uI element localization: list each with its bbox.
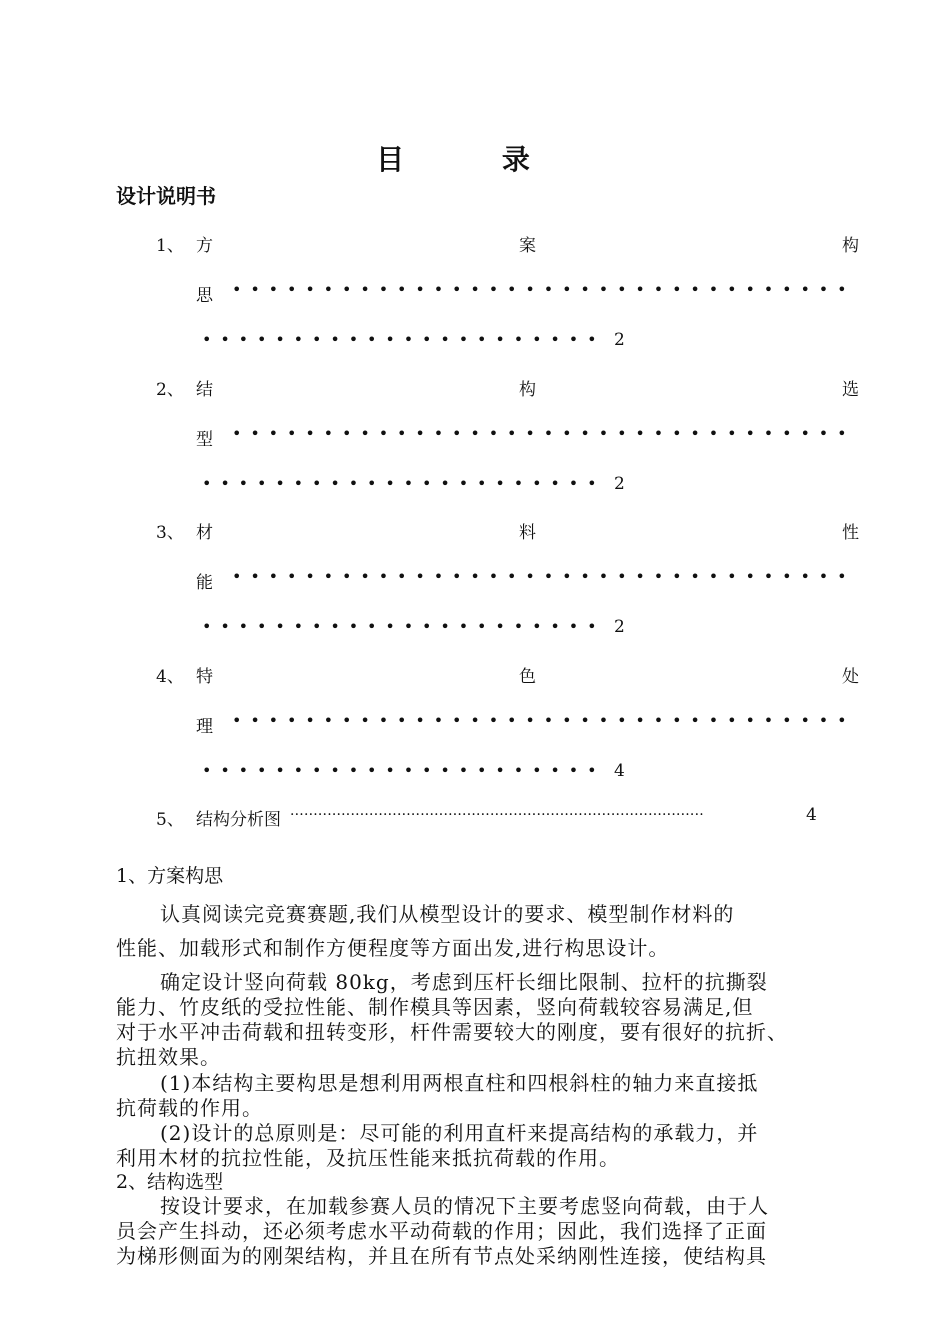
- paragraph-line: 认真阅读完竞赛赛题,我们从模型设计的要求、模型制作材料的: [160, 902, 735, 926]
- toc-leader: ••••••••••••••••••••••: [202, 474, 606, 493]
- toc-leader: ·························································································: [290, 807, 704, 823]
- toc-number: 2、: [156, 380, 184, 400]
- toc-char: 结: [196, 380, 213, 400]
- toc-leader: ••••••••••••••••••••••: [202, 761, 606, 780]
- toc-leader: ••••••••••••••••••••••••••••••••••: [232, 567, 856, 586]
- paragraph-line: 确定设计竖向荷载 80kg，考虑到压杆长细比限制、拉杆的抗撕裂: [160, 970, 768, 994]
- paragraph-line: 利用木材的抗拉性能，及抗压性能来抵抗荷载的作用。: [116, 1146, 620, 1170]
- paragraph-line: 为梯形侧面为的刚架结构，并且在所有节点处采纳刚性连接，使结构具: [116, 1244, 767, 1268]
- paragraph-line: 员会产生抖动，还必须考虑水平动荷载的作用；因此，我们选择了正面: [116, 1219, 767, 1243]
- paragraph-line: 性能、加载形式和制作方便程度等方面出发,进行构思设计。: [116, 936, 670, 960]
- section-heading: 2、结构选型: [116, 1171, 224, 1193]
- toc-number: 5、: [156, 810, 184, 830]
- toc-char: 性: [842, 523, 859, 543]
- paragraph-line: 抗荷载的作用。: [116, 1096, 263, 1120]
- toc-number: 3、: [156, 523, 184, 543]
- toc-char: 材: [196, 523, 213, 543]
- toc-leader: ••••••••••••••••••••••••••••••••••: [232, 424, 856, 443]
- toc-char: 能: [196, 573, 213, 593]
- paragraph-line: 抗扭效果。: [116, 1045, 221, 1069]
- toc-number: 4、: [156, 667, 184, 687]
- toc-page-number: 2: [614, 474, 625, 494]
- toc-char: 构: [842, 236, 859, 256]
- toc-char: 方: [196, 236, 213, 256]
- document-subtitle: 设计说明书: [116, 184, 216, 208]
- toc-label: 结构分析图: [196, 810, 281, 830]
- toc-char: 处: [842, 667, 859, 687]
- toc-page-number: 2: [614, 617, 625, 637]
- toc-leader: ••••••••••••••••••••••••••••••••••: [232, 280, 856, 299]
- toc-page-number: 2: [614, 330, 625, 350]
- toc-char: 特: [196, 667, 213, 687]
- toc-number: 1、: [156, 236, 184, 256]
- paragraph-line: (1)本结构主要构思是想利用两根直柱和四根斜柱的轴力来直接抵: [160, 1071, 759, 1095]
- section-heading: 1、方案构思: [116, 865, 224, 887]
- paragraph-line: 对于水平冲击荷载和扭转变形，杆件需要较大的刚度，要有很好的抗折、: [116, 1020, 788, 1044]
- toc-char: 理: [196, 717, 213, 737]
- toc-leader: ••••••••••••••••••••••••••••••••••: [232, 711, 856, 730]
- toc-char: 选: [842, 380, 859, 400]
- page-title: 目 录: [376, 143, 574, 176]
- toc-page-number: 4: [806, 805, 817, 825]
- paragraph-line: (2)设计的总原则是：尽可能的利用直杆来提高结构的承载力，并: [160, 1121, 759, 1145]
- paragraph-line: 按设计要求，在加载参赛人员的情况下主要考虑竖向荷载，由于人: [160, 1194, 769, 1218]
- toc-page-number: 4: [614, 761, 625, 781]
- toc-char: 料: [519, 523, 536, 543]
- toc-char: 思: [196, 286, 213, 306]
- toc-char: 案: [519, 236, 536, 256]
- paragraph-line: 能力、竹皮纸的受拉性能、制作模具等因素，竖向荷载较容易满足,但: [116, 995, 754, 1019]
- toc-char: 构: [519, 380, 536, 400]
- toc-char: 型: [196, 430, 213, 450]
- toc-char: 色: [519, 667, 536, 687]
- toc-leader: ••••••••••••••••••••••: [202, 330, 606, 349]
- toc-leader: ••••••••••••••••••••••: [202, 617, 606, 636]
